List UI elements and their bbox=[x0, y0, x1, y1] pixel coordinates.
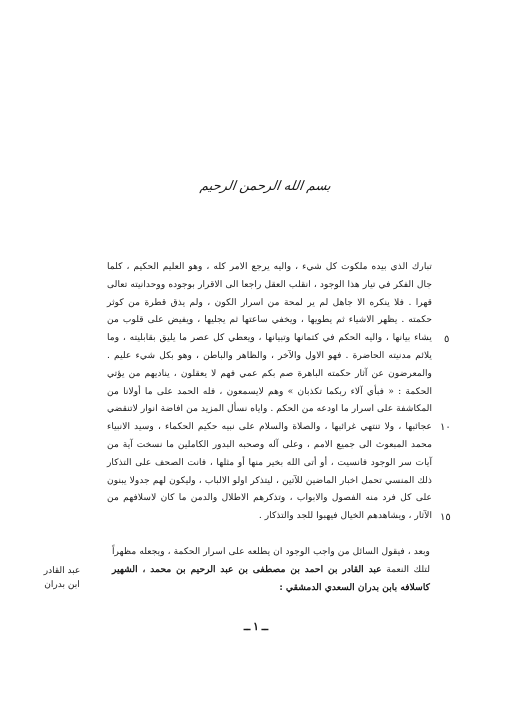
preface-text: تبارك الذي بيده ملكوت كل شيء ، واليه يرجع الامر كله ، وهو العليم الحكيم ، كلما جال الفكر في تيار هذا الوجود ، انقلب العقل راجعا الى الاقرار بوجوده ووحدانيته تعالى قهرا . فلا ينكره الا جاهل لم ير لمحة من اسرار الكون ، ولم يذق قطرة من كوثر حكمته . يظهر الاشياء ثم يطويها ، ويخفي ساعتها ثم يجليها ، ويفيض على قلوب من يشاء بيانها ، واليه الحكم في كتمانها وتبيانها ، ويعطي كل عصر ما يليق بقابليته ، وما يلائم مدنيته الحاضرة . فهو الاول والآخر ، والظاهر والباطن ، وهو بكل شيء عليم . والمعرضون عن آثار حكمته الباهرة صم بكم عمي فهم لا يعقلون ، يناديهم من يؤتي الحكمة : « فبأي آلاء ربكما تكذبان » وهم لايسمعون ، فله الحمد على ما أولانا من المكاشفة على اسرار ما اودعه من الحكم . واياه نسأل المزيد من افاضة انوار لاتنقضي عجائبها ، ولا تنتهي غرائبها ، والصلاة والسلام على نبيه حكيم الحكماء ، وسيد الانبياء محمد المبعوث الى جميع الامم ، وعلى آله وصحبه البدور الكاملين ما نسخت آية من آيات سر الوجود فانسيت ، أو أتى الله بخير منها أو مثلها ، فانت الصحف على التذكار ذلك المنسي تحمل اخبار الماضين للآتين ، ليتذكر اولو الالباب ، وليكون لهم جدولا يبنون على كل فرد منه الفصول والابواب ، وتذكرهم الاطلال والدمن ما كان لاسلافهم من الآثار ، ويشاهدهم الخيال فيهبوا للجد والتذكار . bbox=[107, 261, 432, 522]
margin-note-line-1: عبد القادر bbox=[43, 566, 81, 576]
line-number-10: ١٠ bbox=[440, 422, 451, 433]
margin-note-line-2: ابن بدران bbox=[44, 580, 80, 590]
page-number: ــ ١ ــ bbox=[243, 621, 269, 633]
basmala-heading: بسم الله الرحمن الرحيم bbox=[199, 179, 332, 194]
closing-paragraph bbox=[112, 543, 430, 597]
closing-text bbox=[112, 543, 430, 597]
margin-note bbox=[32, 564, 92, 592]
closing-intro: وبعد ، فيقول السائل من واجب الوجود ان يطلعه على اسرار الحكمة ، ويجعله مظهراً لتلك النعمة bbox=[112, 546, 430, 575]
line-number-5: ٥ bbox=[444, 334, 450, 345]
preface-paragraph bbox=[107, 258, 432, 525]
line-number-15: ١٥ bbox=[440, 512, 451, 523]
author-full-name: عبد القادر بن احمد بن مصطفى بن عبد الرحيم بن محمد ، الشهير كاسلافه بابن بدران السعدي الدمشقي : bbox=[112, 564, 430, 593]
